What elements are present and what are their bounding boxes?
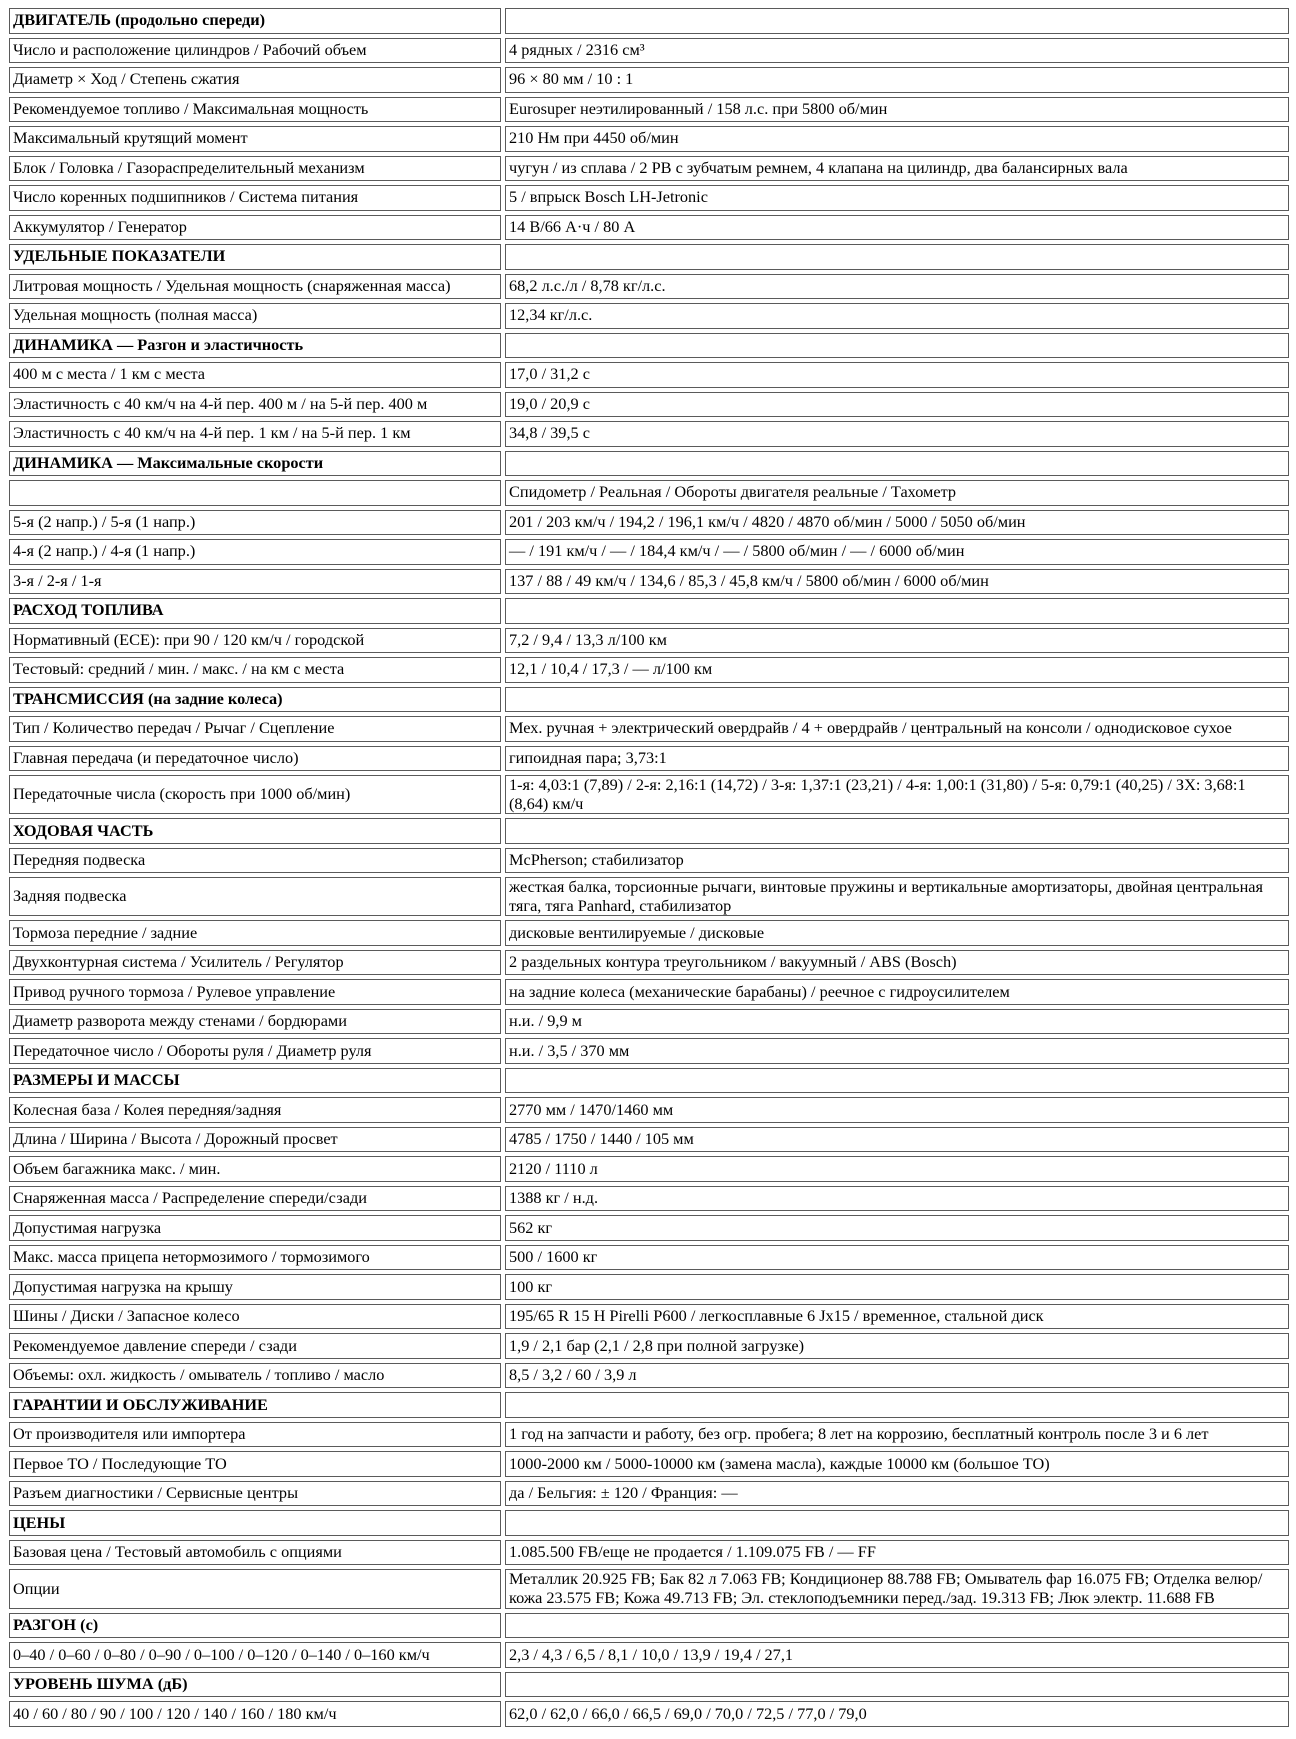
spec-row [9, 1363, 1289, 1389]
spec-label: Максимальный крутящий момент [9, 126, 501, 152]
spec-row [9, 1009, 1289, 1035]
spec-value: 562 кг [505, 1215, 1289, 1241]
spec-value: 34,8 / 39,5 с [505, 421, 1289, 447]
spec-value: н.и. / 3,5 / 370 мм [505, 1038, 1289, 1064]
spec-label [9, 480, 501, 506]
spec-label: Опции [9, 1569, 501, 1608]
spec-row [9, 628, 1289, 654]
section-header-row [9, 333, 1289, 359]
section-title: ДВИГАТЕЛЬ (продольно спереди) [9, 8, 501, 34]
spec-label: Рекомендуемое давление спереди / сзади [9, 1333, 501, 1359]
spec-row [9, 1127, 1289, 1153]
spec-value: Спидометр / Реальная / Обороты двигателя реальные / Тахометр [505, 480, 1289, 506]
spec-label: Аккумулятор / Генератор [9, 215, 501, 241]
section-empty-cell [505, 1510, 1289, 1536]
spec-value: жесткая балка, торсионные рычаги, винтовые пружины и вертикальные амортизаторы, двойная центральная тяга, тяга Panhard, стабилизатор [505, 877, 1289, 916]
spec-label: Допустимая нагрузка [9, 1215, 501, 1241]
spec-label: 4-я (2 напр.) / 4-я (1 напр.) [9, 539, 501, 565]
section-empty-cell [505, 8, 1289, 34]
section-title: ДИНАМИКА — Максимальные скорости [9, 451, 501, 477]
spec-value: дисковые вентилируемые / дисковые [505, 920, 1289, 946]
spec-value: 4785 / 1750 / 1440 / 105 мм [505, 1127, 1289, 1153]
spec-label: Передняя подвеска [9, 848, 501, 874]
spec-label: Двухконтурная система / Усилитель / Регулятор [9, 950, 501, 976]
spec-row [9, 1540, 1289, 1566]
spec-table [5, 4, 1293, 1731]
section-header-row [9, 1510, 1289, 1536]
spec-value: Eurosuper неэтилированный / 158 л.с. при 5800 об/мин [505, 97, 1289, 123]
section-header-row [9, 8, 1289, 34]
spec-label: Объемы: охл. жидкость / омыватель / топливо / масло [9, 1363, 501, 1389]
spec-label: Привод ручного тормоза / Рулевое управление [9, 979, 501, 1005]
spec-value: 1000-2000 км / 5000-10000 км (замена масла), каждые 10000 км (большое ТО) [505, 1451, 1289, 1477]
spec-value: чугун / из сплава / 2 РВ с зубчатым ремнем, 4 клапана на цилиндр, два балансирных вала [505, 156, 1289, 182]
spec-value: 4 рядных / 2316 см³ [505, 38, 1289, 64]
spec-value: 1,9 / 2,1 бар (2,1 / 2,8 при полной загрузке) [505, 1333, 1289, 1359]
spec-label: Первое ТО / Последующие ТО [9, 1451, 501, 1477]
section-header-row [9, 451, 1289, 477]
spec-row [9, 185, 1289, 211]
spec-row [9, 877, 1289, 916]
spec-label: Разъем диагностики / Сервисные центры [9, 1481, 501, 1507]
spec-label: Главная передача (и передаточное число) [9, 746, 501, 772]
spec-row [9, 920, 1289, 946]
spec-row [9, 1186, 1289, 1212]
spec-row [9, 126, 1289, 152]
spec-value: 1.085.500 FB/еще не продается / 1.109.075 FB / — FF [505, 1540, 1289, 1566]
spec-label: Тип / Количество передач / Рычаг / Сцепление [9, 716, 501, 742]
spec-value: 14 В/66 А·ч / 80 А [505, 215, 1289, 241]
spec-label: Число коренных подшипников / Система питания [9, 185, 501, 211]
spec-row [9, 67, 1289, 93]
spec-value: 2 раздельных контура треугольником / вакуумный / ABS (Bosch) [505, 950, 1289, 976]
spec-label: Базовая цена / Тестовый автомобиль с опциями [9, 1540, 501, 1566]
section-title: РАЗМЕРЫ И МАССЫ [9, 1068, 501, 1094]
section-title: ДИНАМИКА — Разгон и эластичность [9, 333, 501, 359]
spec-row [9, 1422, 1289, 1448]
spec-label: Диаметр × Ход / Степень сжатия [9, 67, 501, 93]
spec-row [9, 480, 1289, 506]
spec-value: 100 кг [505, 1274, 1289, 1300]
spec-label: Снаряженная масса / Распределение спереди/сзади [9, 1186, 501, 1212]
spec-label: Эластичность с 40 км/ч на 4-й пер. 1 км / на 5-й пер. 1 км [9, 421, 501, 447]
spec-label: Допустимая нагрузка на крышу [9, 1274, 501, 1300]
spec-label: Эластичность с 40 км/ч на 4-й пер. 400 м / на 5-й пер. 400 м [9, 392, 501, 418]
spec-row [9, 510, 1289, 536]
spec-row [9, 848, 1289, 874]
spec-value: н.и. / 9,9 м [505, 1009, 1289, 1035]
spec-value: — / 191 км/ч / — / 184,4 км/ч / — / 5800 об/мин / — / 6000 об/мин [505, 539, 1289, 565]
spec-value: 210 Нм при 4450 об/мин [505, 126, 1289, 152]
section-empty-cell [505, 1613, 1289, 1639]
spec-row [9, 746, 1289, 772]
spec-label: 40 / 60 / 80 / 90 / 100 / 120 / 140 / 160 / 180 км/ч [9, 1701, 501, 1727]
spec-label: Шины / Диски / Запасное колесо [9, 1304, 501, 1330]
section-title: ХОДОВАЯ ЧАСТЬ [9, 818, 501, 844]
spec-row [9, 97, 1289, 123]
spec-value: 201 / 203 км/ч / 194,2 / 196,1 км/ч / 4820 / 4870 об/мин / 5000 / 5050 об/мин [505, 510, 1289, 536]
spec-value: 17,0 / 31,2 с [505, 362, 1289, 388]
section-header-row [9, 687, 1289, 713]
spec-label: Колесная база / Колея передняя/задняя [9, 1097, 501, 1123]
section-header-row [9, 1392, 1289, 1418]
section-empty-cell [505, 333, 1289, 359]
spec-label: От производителя или импортера [9, 1422, 501, 1448]
spec-label: Объем багажника макс. / мин. [9, 1156, 501, 1182]
spec-row [9, 1701, 1289, 1727]
section-empty-cell [505, 1068, 1289, 1094]
spec-label: Передаточное число / Обороты руля / Диаметр руля [9, 1038, 501, 1064]
spec-value: 2,3 / 4,3 / 6,5 / 8,1 / 10,0 / 13,9 / 19,4 / 27,1 [505, 1642, 1289, 1668]
spec-label: Макс. масса прицепа нетормозимого / тормозимого [9, 1245, 501, 1271]
spec-row [9, 1215, 1289, 1241]
spec-label: Число и расположение цилиндров / Рабочий объем [9, 38, 501, 64]
spec-value: 7,2 / 9,4 / 13,3 л/100 км [505, 628, 1289, 654]
section-header-row [9, 1068, 1289, 1094]
spec-row [9, 1304, 1289, 1330]
section-title: УРОВЕНЬ ШУМА (дБ) [9, 1672, 501, 1698]
spec-row [9, 156, 1289, 182]
spec-label: Тестовый: средний / мин. / макс. / на км с места [9, 657, 501, 683]
spec-row [9, 38, 1289, 64]
spec-label: 5-я (2 напр.) / 5-я (1 напр.) [9, 510, 501, 536]
spec-row [9, 979, 1289, 1005]
spec-value: 1-я: 4,03:1 (7,89) / 2-я: 2,16:1 (14,72) / 3-я: 1,37:1 (23,21) / 4-я: 1,00:1 (31,80) / 5-я: 0,79:1 (40,25) / ЗХ: 3,68:1 (8,64) км/ч [505, 775, 1289, 814]
spec-value: гипоидная пара; 3,73:1 [505, 746, 1289, 772]
spec-row [9, 1451, 1289, 1477]
spec-row [9, 303, 1289, 329]
spec-value: да / Бельгия: ± 120 / Франция: — [505, 1481, 1289, 1507]
spec-label: 3-я / 2-я / 1-я [9, 569, 501, 595]
section-empty-cell [505, 1672, 1289, 1698]
spec-value: 5 / впрыск Bosch LH-Jetronic [505, 185, 1289, 211]
spec-label: Нормативный (ECE): при 90 / 120 км/ч / городской [9, 628, 501, 654]
spec-value: Металлик 20.925 FB; Бак 82 л 7.063 FB; Кондиционер 88.788 FB; Омыватель фар 16.075 FB; Отделка велюр/кожа 23.575 FB; Кожа 49.713 FB; Эл. стеклоподъемники перед./зад. 19.313 FB; Люк электр. 11.688 FB [505, 1569, 1289, 1608]
spec-value: 96 × 80 мм / 10 : 1 [505, 67, 1289, 93]
section-header-row [9, 1672, 1289, 1698]
section-empty-cell [505, 1392, 1289, 1418]
spec-row [9, 1156, 1289, 1182]
spec-label: Длина / Ширина / Высота / Дорожный просвет [9, 1127, 501, 1153]
section-empty-cell [505, 687, 1289, 713]
spec-value: 500 / 1600 кг [505, 1245, 1289, 1271]
spec-label: Литровая мощность / Удельная мощность (снаряженная масса) [9, 274, 501, 300]
spec-value: 2120 / 1110 л [505, 1156, 1289, 1182]
spec-row [9, 1333, 1289, 1359]
spec-value: 137 / 88 / 49 км/ч / 134,6 / 85,3 / 45,8 км/ч / 5800 об/мин / 6000 об/мин [505, 569, 1289, 595]
section-empty-cell [505, 598, 1289, 624]
spec-label: Блок / Головка / Газораспределительный механизм [9, 156, 501, 182]
spec-value: 12,34 кг/л.с. [505, 303, 1289, 329]
spec-label: Задняя подвеска [9, 877, 501, 916]
section-title: ГАРАНТИИ И ОБСЛУЖИВАНИЕ [9, 1392, 501, 1418]
section-title: ЦЕНЫ [9, 1510, 501, 1536]
spec-row [9, 657, 1289, 683]
spec-row [9, 1481, 1289, 1507]
spec-value: 68,2 л.с./л / 8,78 кг/л.с. [505, 274, 1289, 300]
section-title: РАСХОД ТОПЛИВА [9, 598, 501, 624]
spec-value: 1 год на запчасти и работу, без огр. пробега; 8 лет на коррозию, бесплатный контроль после 3 и 6 лет [505, 1422, 1289, 1448]
spec-row [9, 1038, 1289, 1064]
spec-row [9, 1097, 1289, 1123]
spec-label: Удельная мощность (полная масса) [9, 303, 501, 329]
spec-row [9, 421, 1289, 447]
spec-row [9, 1642, 1289, 1668]
spec-label: Диаметр разворота между стенами / бордюрами [9, 1009, 501, 1035]
spec-row [9, 1569, 1289, 1608]
spec-value: на задние колеса (механические барабаны) / реечное с гидроусилителем [505, 979, 1289, 1005]
spec-label: 0–40 / 0–60 / 0–80 / 0–90 / 0–100 / 0–120 / 0–140 / 0–160 км/ч [9, 1642, 501, 1668]
spec-value: 195/65 R 15 H Pirelli P600 / легкосплавные 6 Jx15 / временное, стальной диск [505, 1304, 1289, 1330]
spec-value: 2770 мм / 1470/1460 мм [505, 1097, 1289, 1123]
spec-row [9, 539, 1289, 565]
spec-row [9, 1245, 1289, 1271]
spec-label: 400 м с места / 1 км с места [9, 362, 501, 388]
spec-value: McPherson; стабилизатор [505, 848, 1289, 874]
spec-label: Тормоза передние / задние [9, 920, 501, 946]
spec-row [9, 215, 1289, 241]
spec-value: 62,0 / 62,0 / 66,0 / 66,5 / 69,0 / 70,0 / 72,5 / 77,0 / 79,0 [505, 1701, 1289, 1727]
spec-row [9, 1274, 1289, 1300]
spec-value: 8,5 / 3,2 / 60 / 3,9 л [505, 1363, 1289, 1389]
spec-row [9, 950, 1289, 976]
section-title: ТРАНСМИССИЯ (на задние колеса) [9, 687, 501, 713]
section-title: УДЕЛЬНЫЕ ПОКАЗАТЕЛИ [9, 244, 501, 270]
spec-value: 1388 кг / н.д. [505, 1186, 1289, 1212]
spec-row [9, 392, 1289, 418]
spec-value: Мех. ручная + электрический овердрайв / 4 + овердрайв / центральный на консоли / однодисковое сухое [505, 716, 1289, 742]
spec-row [9, 569, 1289, 595]
section-header-row [9, 244, 1289, 270]
spec-value: 12,1 / 10,4 / 17,3 / — л/100 км [505, 657, 1289, 683]
section-header-row [9, 598, 1289, 624]
section-header-row [9, 818, 1289, 844]
section-empty-cell [505, 244, 1289, 270]
spec-row [9, 362, 1289, 388]
section-empty-cell [505, 451, 1289, 477]
section-title: РАЗГОН (с) [9, 1613, 501, 1639]
spec-row [9, 716, 1289, 742]
spec-row [9, 775, 1289, 814]
spec-row [9, 274, 1289, 300]
spec-label: Рекомендуемое топливо / Максимальная мощность [9, 97, 501, 123]
section-header-row [9, 1613, 1289, 1639]
section-empty-cell [505, 818, 1289, 844]
spec-value: 19,0 / 20,9 с [505, 392, 1289, 418]
spec-label: Передаточные числа (скорость при 1000 об/мин) [9, 775, 501, 814]
spec-table-body [9, 8, 1289, 1727]
